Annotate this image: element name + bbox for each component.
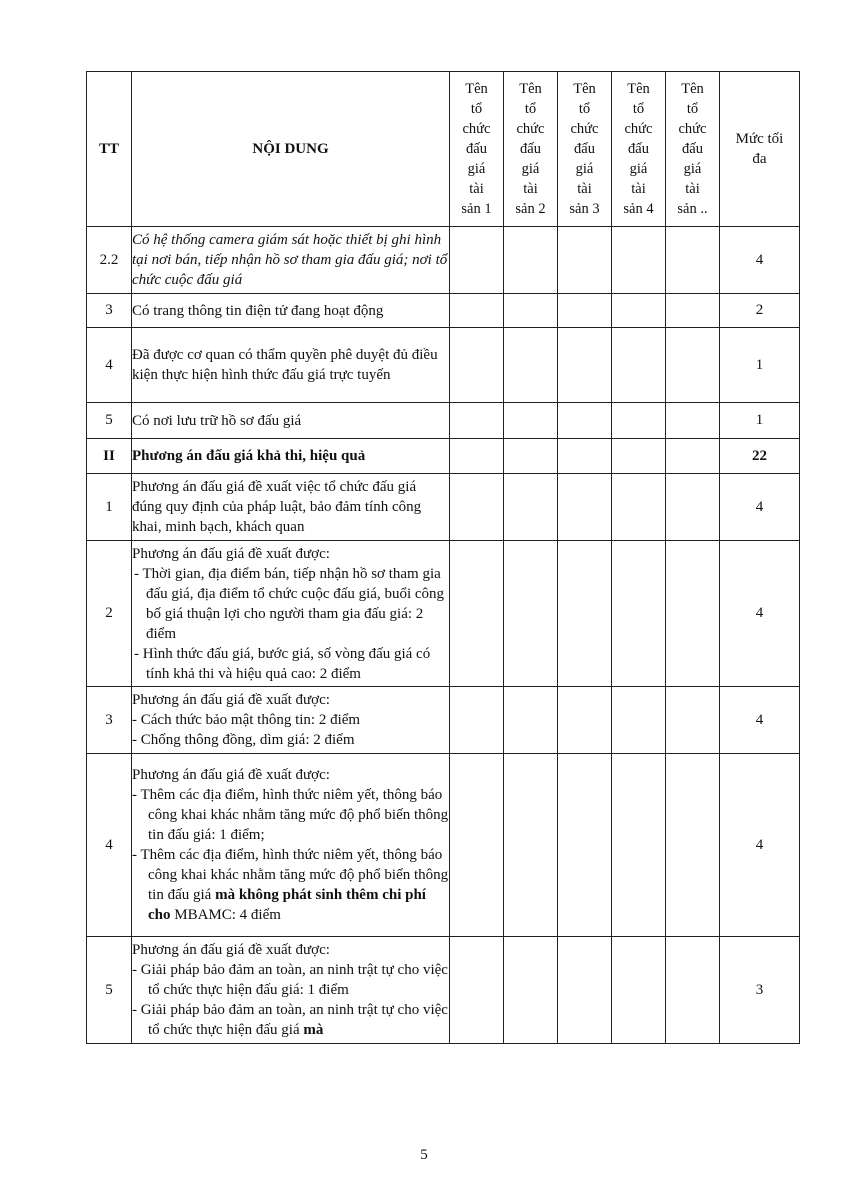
score-cell xyxy=(450,937,504,1044)
score-cell xyxy=(612,403,666,439)
header-org-1: Tên tổ chức đấu giá tài sản 1 xyxy=(450,72,504,227)
list-item: - Thời gian, địa điểm bán, tiếp nhận hồ sơ tham gia đấu giá, địa điểm tổ chức cuộc đấu giá, buổi công bố giá thuận lợi cho người tham gia đấu giá: 2 điểm xyxy=(134,565,445,642)
table-row xyxy=(87,474,800,541)
score-cell xyxy=(558,541,612,687)
row-content xyxy=(132,937,450,1044)
score-cell xyxy=(666,227,720,294)
score-cell xyxy=(450,294,504,328)
score-cell xyxy=(612,294,666,328)
row-tt: 4 xyxy=(87,754,132,937)
score-cell xyxy=(612,328,666,403)
score-cell xyxy=(450,227,504,294)
emphasis-text: mà xyxy=(303,1022,324,1038)
score-cell xyxy=(450,687,504,754)
score-cell xyxy=(504,328,558,403)
row-max: 4 xyxy=(720,687,800,754)
row-max: 4 xyxy=(720,541,800,687)
scan-edge-mark xyxy=(841,530,844,620)
score-cell xyxy=(558,227,612,294)
header-org-more: Tên tổ chức đấu giá tài sản .. xyxy=(666,72,720,227)
table-row xyxy=(87,403,800,439)
list-item: - Chống thông đồng, dìm giá: 2 điểm xyxy=(132,732,355,748)
score-cell xyxy=(450,474,504,541)
score-cell xyxy=(558,403,612,439)
list-item: - Giải pháp bảo đảm an toàn, an ninh trật tự cho việc tổ chức thực hiện đấu giá: 1 điểm xyxy=(132,962,448,998)
table-row xyxy=(87,328,800,403)
section-row xyxy=(87,439,800,474)
score-cell xyxy=(612,754,666,937)
score-cell xyxy=(612,687,666,754)
row-content xyxy=(132,754,450,937)
row-tt: 2 xyxy=(87,541,132,687)
row-intro: Phương án đấu giá đề xuất được: xyxy=(132,942,330,958)
row-intro: Phương án đấu giá đề xuất được: xyxy=(132,545,330,562)
row-content: Đã được cơ quan có thẩm quyền phê duyệt đủ điều kiện thực hiện hình thức đấu giá trực tuyến xyxy=(132,328,450,403)
score-cell xyxy=(450,541,504,687)
header-org-4: Tên tổ chức đấu giá tài sản 4 xyxy=(612,72,666,227)
score-cell xyxy=(558,474,612,541)
row-intro: Phương án đấu giá đề xuất được: xyxy=(132,692,330,708)
score-cell xyxy=(666,937,720,1044)
list-item xyxy=(132,1000,449,1040)
score-cell xyxy=(558,439,612,474)
row-max: 2 xyxy=(720,294,800,328)
score-cell xyxy=(504,439,558,474)
row-tt: 3 xyxy=(87,687,132,754)
score-cell xyxy=(666,439,720,474)
row-content xyxy=(132,541,450,687)
row-tt: 3 xyxy=(87,294,132,328)
row-max: 4 xyxy=(720,227,800,294)
row-max: 1 xyxy=(720,403,800,439)
table-row xyxy=(87,937,800,1044)
score-cell xyxy=(450,754,504,937)
header-tt: TT xyxy=(87,72,132,227)
score-cell xyxy=(450,403,504,439)
page-number: 5 xyxy=(420,1147,428,1163)
row-max: 4 xyxy=(720,754,800,937)
score-cell xyxy=(666,474,720,541)
emphasis-text: mà không phát sinh thêm chi phí cho xyxy=(148,887,426,923)
score-cell xyxy=(666,294,720,328)
header-org-3: Tên tổ chức đấu giá tài sản 3 xyxy=(558,72,612,227)
score-cell xyxy=(504,403,558,439)
row-tt: 5 xyxy=(87,403,132,439)
list-item: - Thêm các địa điểm, hình thức niêm yết, thông báo công khai khác nhằm tăng mức độ phổ biến thông tin đấu giá: 1 điểm; xyxy=(132,787,449,843)
score-cell xyxy=(504,754,558,937)
score-cell xyxy=(666,541,720,687)
header-max-score: Mức tối đa xyxy=(720,72,800,227)
list-item xyxy=(132,845,449,925)
score-cell xyxy=(558,687,612,754)
header-noi-dung: NỘI DUNG xyxy=(132,72,450,227)
table-row xyxy=(87,227,800,294)
row-tt: 1 xyxy=(87,474,132,541)
score-cell xyxy=(612,227,666,294)
score-cell xyxy=(612,541,666,687)
score-cell xyxy=(612,474,666,541)
score-cell xyxy=(666,328,720,403)
list-item: - Hình thức đấu giá, bước giá, số vòng đấu giá có tính khả thi và hiệu quả cao: 2 điểm xyxy=(134,645,431,682)
row-content xyxy=(132,687,450,754)
score-cell xyxy=(558,754,612,937)
row-max: 4 xyxy=(720,474,800,541)
table-row xyxy=(87,687,800,754)
list-item-text: MBAMC: 4 điểm xyxy=(170,907,281,923)
table-row xyxy=(87,754,800,937)
score-cell xyxy=(450,439,504,474)
row-content: Có trang thông tin điện tử đang hoạt động xyxy=(132,294,450,328)
score-cell xyxy=(666,403,720,439)
list-item-text: - Thêm các địa điểm, hình thức niêm yết, thông báo công khai khác nhằm tăng mức độ phổ biến thông tin đấu giá xyxy=(132,847,449,903)
row-tt: 2.2 xyxy=(87,227,132,294)
row-tt: 4 xyxy=(87,328,132,403)
section-max: 22 xyxy=(720,439,800,474)
list-item: - Cách thức bảo mật thông tin: 2 điểm xyxy=(132,712,361,728)
row-max: 3 xyxy=(720,937,800,1044)
section-tt: II xyxy=(87,439,132,474)
score-cell xyxy=(612,937,666,1044)
row-tt: 5 xyxy=(87,937,132,1044)
row-max: 1 xyxy=(720,328,800,403)
score-cell xyxy=(558,328,612,403)
section-title: Phương án đấu giá khả thi, hiệu quả xyxy=(132,439,450,474)
header-org-2: Tên tổ chức đấu giá tài sản 2 xyxy=(504,72,558,227)
score-cell xyxy=(558,937,612,1044)
score-cell xyxy=(504,687,558,754)
row-intro: Phương án đấu giá đề xuất được: xyxy=(132,767,330,783)
score-cell xyxy=(504,227,558,294)
row-content: Phương án đấu giá đề xuất việc tổ chức đấu giá đúng quy định của pháp luật, bảo đảm tính công khai, minh bạch, khách quan xyxy=(132,474,450,541)
score-cell xyxy=(612,439,666,474)
score-cell xyxy=(504,937,558,1044)
row-content: Có hệ thống camera giám sát hoặc thiết bị ghi hình tại nơi bán, tiếp nhận hồ sơ tham gia đấu giá; nơi tổ chức cuộc đấu giá xyxy=(132,227,450,294)
scoring-table xyxy=(86,71,800,1044)
list-item-text: - Giải pháp bảo đảm an toàn, an ninh trật tự cho việc tổ chức thực hiện đấu giá xyxy=(132,1002,448,1038)
score-cell xyxy=(666,687,720,754)
score-cell xyxy=(504,474,558,541)
score-cell xyxy=(666,754,720,937)
score-cell xyxy=(504,541,558,687)
table-header-row xyxy=(87,72,800,227)
score-cell xyxy=(504,294,558,328)
table-row xyxy=(87,541,800,687)
score-cell xyxy=(450,328,504,403)
row-content: Có nơi lưu trữ hồ sơ đấu giá xyxy=(132,403,450,439)
table-row xyxy=(87,294,800,328)
score-cell xyxy=(558,294,612,328)
